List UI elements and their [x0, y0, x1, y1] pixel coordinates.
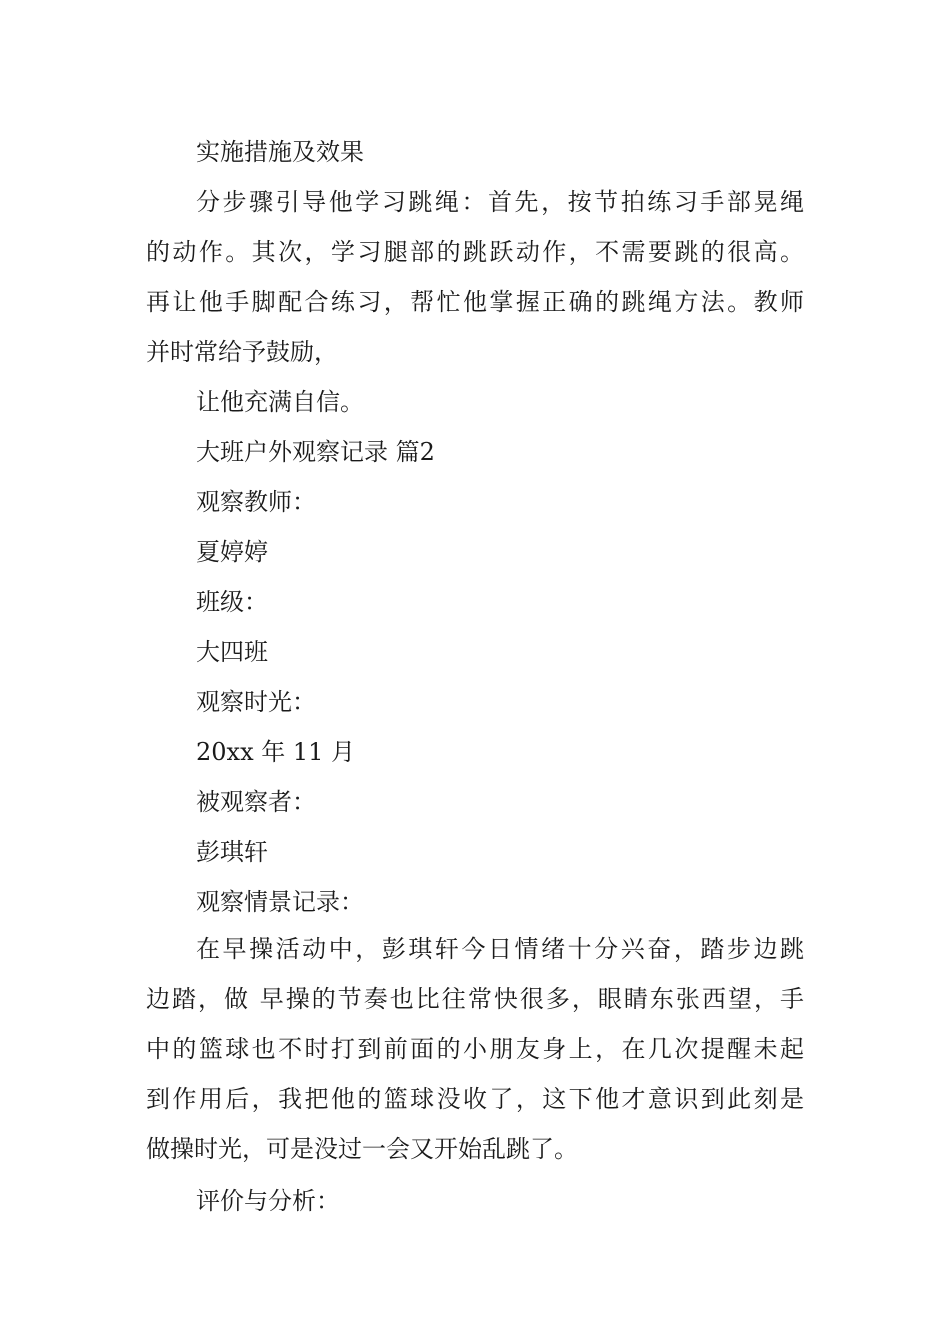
paragraph-line: 在早操活动中，彭琪轩今日情绪十分兴奋，踏步边跳: [196, 935, 804, 963]
field-label-class: 班级：: [196, 588, 268, 616]
paragraph-line: 分步骤引导他学习跳绳：首先，按节拍练习手部晃绳: [196, 188, 804, 216]
record-title: 大班户外观察记录 篇2: [196, 438, 435, 466]
field-label-teacher: 观察教师：: [196, 488, 316, 516]
field-label-observed: 被观察者：: [196, 788, 316, 816]
section-heading-measures: 实施措施及效果: [196, 138, 364, 166]
paragraph-line: 让他充满自信。: [196, 388, 364, 416]
field-label-evaluation: 评价与分析：: [196, 1187, 340, 1215]
paragraph-line: 中的篮球也不时打到前面的小朋友身上，在几次提醒未起: [146, 1035, 804, 1063]
field-label-time: 观察时光：: [196, 688, 316, 716]
paragraph-line: 并时常给予鼓励，: [146, 338, 338, 366]
paragraph-line: 的动作。其次，学习腿部的跳跃动作，不需要跳的很高。: [146, 238, 804, 266]
field-value-time: 20xx 年 11 月: [196, 738, 356, 766]
paragraph-line: 再让他手脚配合练习，帮忙他掌握正确的跳绳方法。教师: [146, 288, 804, 316]
field-value-teacher: 夏婷婷: [196, 538, 268, 566]
field-label-record: 观察情景记录：: [196, 888, 364, 916]
field-value-class: 大四班: [196, 638, 268, 666]
paragraph-line: 边踏，做 早操的节奏也比往常快很多，眼睛东张西望，手: [146, 985, 804, 1013]
paragraph-line: 做操时光，可是没过一会又开始乱跳了。: [146, 1135, 578, 1163]
field-value-observed: 彭琪轩: [196, 838, 268, 866]
paragraph-line: 到作用后，我把他的篮球没收了，这下他才意识到此刻是: [146, 1085, 804, 1113]
